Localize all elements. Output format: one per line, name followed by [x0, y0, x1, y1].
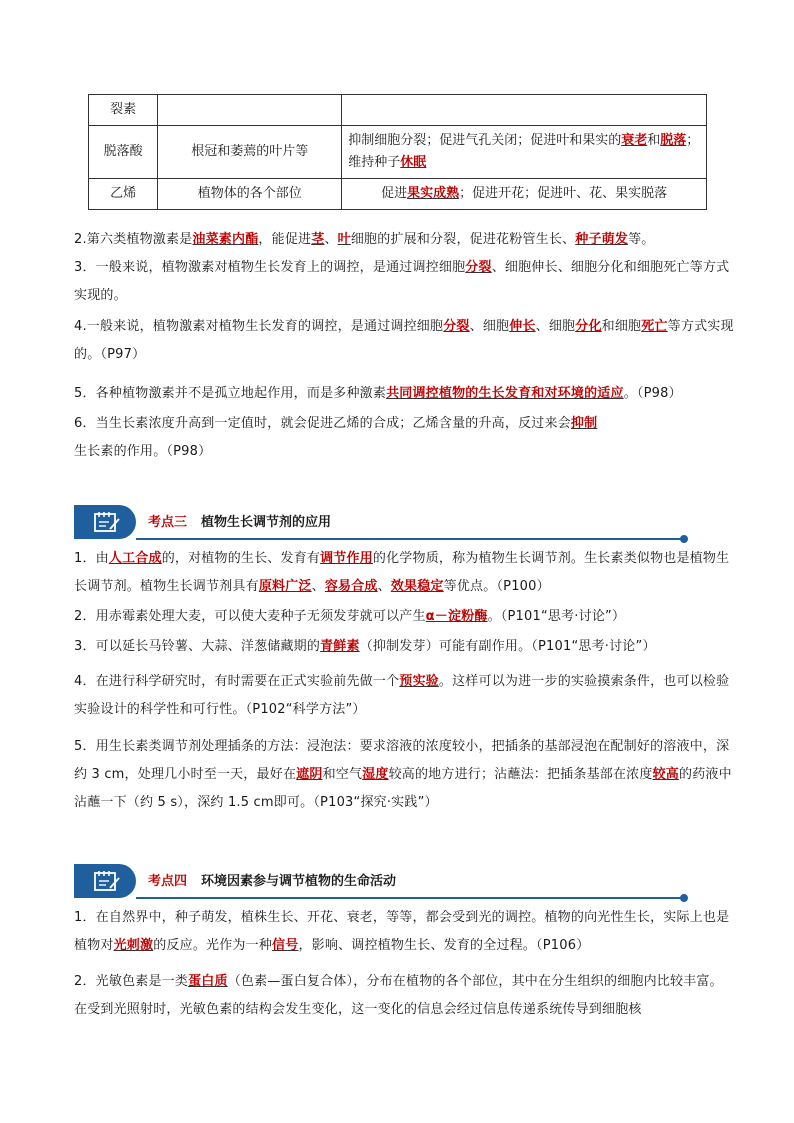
section-title — [148, 870, 396, 889]
table-row — [89, 126, 707, 179]
section-header-3 — [74, 505, 684, 541]
section-badge — [74, 864, 136, 898]
section-header-4 — [74, 864, 684, 900]
section-title-text: 植物生长调节剂的应用 — [201, 515, 332, 530]
paragraph: 2．用赤霉素处理大麦，可以使大麦种子无须发芽就可以产生α－淀粉酶。（P101“思考·讨论”） — [74, 609, 626, 624]
paragraph: 1．在自然界中，种子萌发，植株生长、开花、衰老，等等，都会受到光的调控。植物的向光性生长，实际上也是植物对光刺激的反应。光作为一种信号，影响、调控植物生长、发育的全过程。（P106） — [74, 910, 730, 953]
paragraph: 1．由人工合成的，对植物的生长、发育有调节作用的化学物质，称为植物生长调节剂。生长素类似物也是植物生长调节剂。植物生长调节剂具有原料广泛、容易合成、效果稳定等优点。（P100） — [74, 551, 730, 594]
notepad-icon — [92, 510, 122, 534]
paragraph: 3．可以延长马铃薯、大蒜、洋葱储藏期的青鲜素（抑制发芽）可能有副作用。（P101“思考·讨论”） — [74, 639, 656, 654]
section-number: 考点四 — [148, 874, 188, 889]
section-rule — [136, 897, 684, 899]
table-cell-site: 植物体的各个部位 — [158, 179, 342, 210]
paragraph: 5．用生长素类调节剂处理插条的方法：浸泡法：要求溶液的浓度较小，把插条的基部浸泡在配制好的溶液中，深约 3 cm，处理几小时至一天，最好在遮阴和空气湿度较高的地方进行；沾蘸法：把插条基部在浓度较高的药液中沾蘸一下（约 5 s），深约 1.5 cm即可。（P103“探究·实践”） — [74, 739, 732, 810]
table-cell-name: 乙烯 — [89, 179, 158, 210]
section-number: 考点三 — [148, 515, 188, 530]
table-cell-site: 根冠和萎蔫的叶片等 — [158, 126, 342, 179]
section-rule — [136, 538, 684, 540]
section-title — [148, 511, 331, 530]
paragraph: 6．当生长素浓度升高到一定值时，就会促进乙烯的合成；乙烯含量的升高，反过来会抑制生长素的作用。（P98） — [74, 416, 598, 459]
table-cell-name: 裂素 — [89, 95, 158, 126]
table-cell-site — [158, 95, 342, 126]
table-cell-function: 促进果实成熟；促进开花；促进叶、花、果实脱落 — [342, 179, 707, 210]
paragraph: 4.一般来说，植物激素对植物生长发育的调控，是通过调控细胞分裂、细胞伸长、细胞分化和细胞死亡等方式实现的。（P97） — [74, 319, 734, 362]
table-cell-function — [342, 95, 707, 126]
paragraph: 3．一般来说，植物激素对植物生长发育上的调控，是通过调控细胞分裂、细胞伸长、细胞分化和细胞死亡等方式实现的。 — [74, 260, 730, 303]
paragraph: 4．在进行科学研究时，有时需要在正式实验前先做一个预实验。这样可以为进一步的实验摸索条件，也可以检验实验设计的科学性和可行性。（P102“科学方法”） — [74, 674, 730, 717]
notepad-icon — [92, 869, 122, 893]
table-cell-name: 脱落酸 — [89, 126, 158, 179]
section-badge — [74, 505, 136, 539]
paragraph: 2．光敏色素是一类蛋白质（色素—蛋白复合体），分布在植物的各个部位，其中在分生组织的细胞内比较丰富。在受到光照射时，光敏色素的结构会发生变化，这一变化的信息会经过信息传递系统传导到细胞核 — [74, 974, 723, 1017]
table-row — [89, 95, 707, 126]
paragraph: 5．各种植物激素并不是孤立地起作用，而是多种激素共同调控植物的生长发育和对环境的适应。（P98） — [74, 386, 682, 401]
table-cell-function: 抑制细胞分裂；促进气孔关闭；促进叶和果实的衰老和脱落；维持种子休眠 — [342, 126, 707, 179]
section-title-text: 环境因素参与调节植物的生命活动 — [201, 874, 397, 889]
table-row — [89, 179, 707, 210]
paragraph: 2.第六类植物激素是油菜素内酯，能促进茎、叶细胞的扩展和分裂，促进花粉管生长、种子萌发等。 — [74, 232, 655, 247]
hormone-table — [88, 94, 707, 210]
